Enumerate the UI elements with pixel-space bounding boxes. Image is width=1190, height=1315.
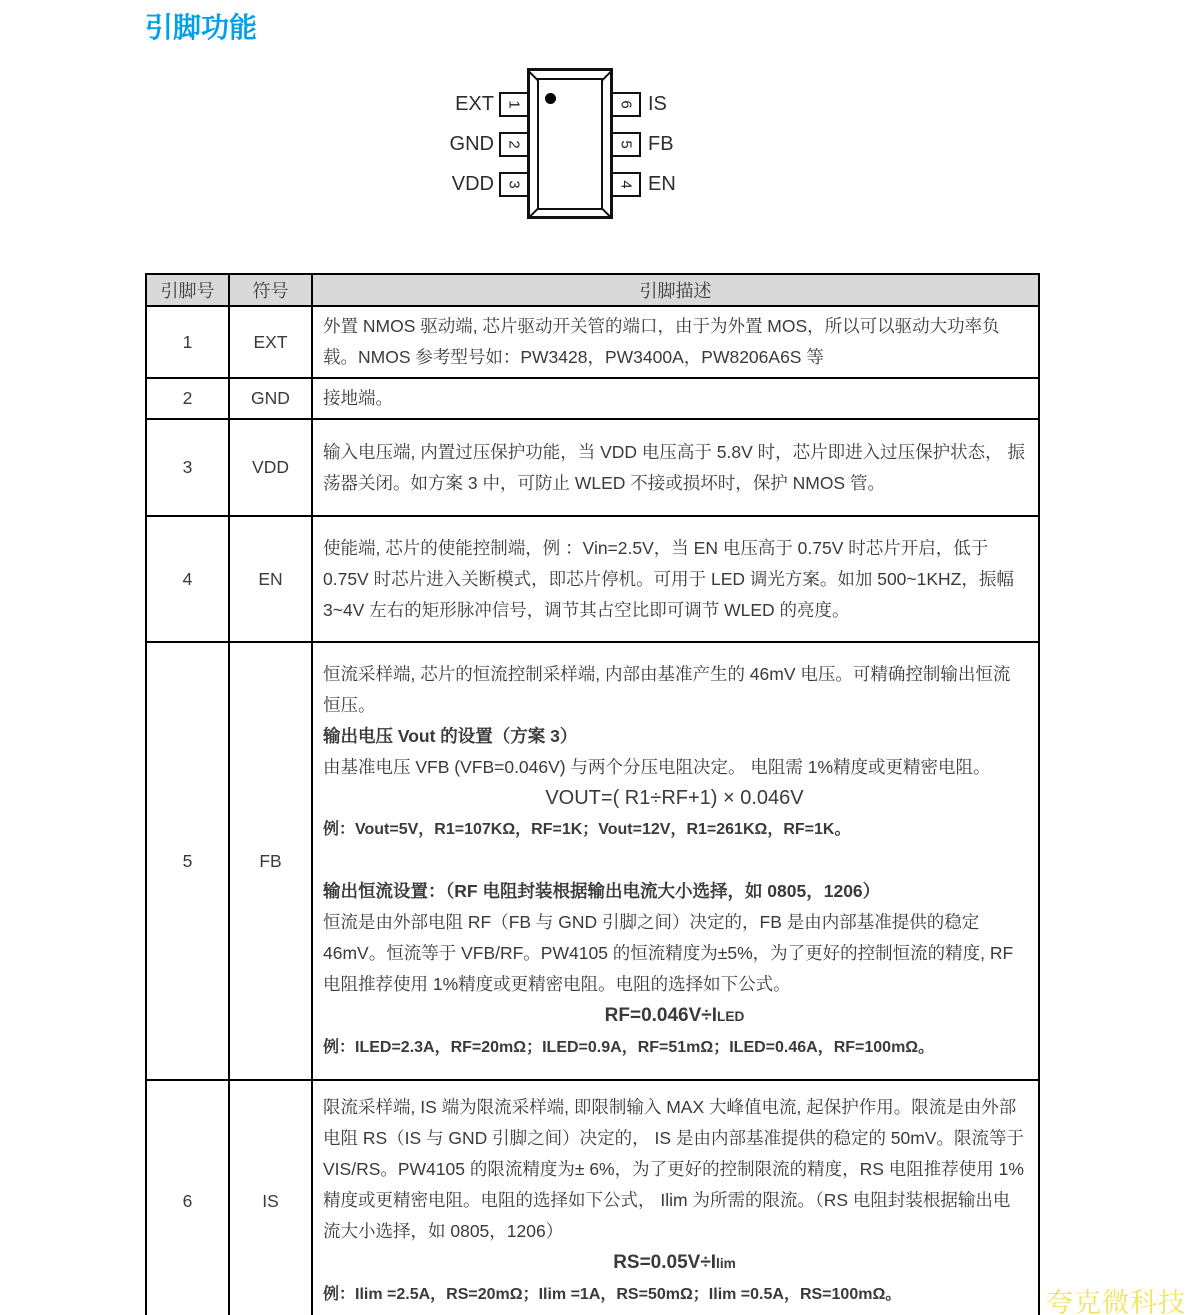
pin-box-gnd [499, 132, 529, 157]
table-row [146, 1080, 1039, 1315]
formula-line: VOUT=( R1÷RF+1) × 0.046V [545, 787, 804, 809]
pin-number-cell: 6 [146, 1080, 229, 1315]
description-paragraph: 例：Vout=5V，R1=107KΩ，RF=1K；Vout=12V，R1=261KΩ，RF=1K。 [323, 821, 851, 838]
pin-box-ext [499, 92, 529, 117]
pin-label-fb: FB [648, 133, 674, 155]
pin-symbol-cell: GND [229, 378, 312, 419]
pin-label-vdd: VDD [451, 173, 494, 195]
pin-number-cell: 3 [146, 419, 229, 516]
pin-box-en [611, 172, 641, 197]
pin-symbol-cell: IS [229, 1080, 312, 1315]
pin-number: 1 [505, 100, 523, 109]
pin-number: 3 [505, 180, 523, 189]
pin-number-cell: 5 [146, 642, 229, 1080]
watermark: 夸克微科技 [1046, 1288, 1186, 1315]
pin-description-cell [312, 419, 1039, 516]
table-row [146, 642, 1039, 1080]
pin-number: 6 [617, 100, 635, 109]
pin-description-cell [312, 378, 1039, 419]
table-header-cell: 引脚号 [146, 274, 229, 306]
description-paragraph: 由基准电压 VFB (VFB=0.046V) 与两个分压电阻决定。 电阻需 1%精度或更精密电阻。 [323, 757, 991, 777]
pin-label-ext: EXT [455, 93, 494, 115]
pin-number-cell: 1 [146, 306, 229, 378]
pin-box-is [611, 92, 641, 117]
pin-box-vdd [499, 172, 529, 197]
description-paragraph: 例：Ilim =2.5A，RS=20mΩ；Ilim =1A，RS=50mΩ；Ilim =0.5A，RS=100mΩ。 [323, 1286, 902, 1303]
pin-description-cell [312, 642, 1039, 1080]
pin-box-fb [611, 132, 641, 157]
pin-description-cell [312, 1080, 1039, 1315]
table-row [146, 516, 1039, 642]
pin-symbol-cell: EN [229, 516, 312, 642]
pin-label-gnd: GND [449, 133, 494, 155]
description-paragraph: 输出电压 Vout 的设置（方案 3） [323, 726, 578, 746]
formula-subscript: LED [717, 1009, 745, 1024]
pin-symbol-cell: FB [229, 642, 312, 1080]
pin-number-cell: 2 [146, 378, 229, 419]
pin-number-cell: 4 [146, 516, 229, 642]
description-paragraph: 接地端。 [323, 388, 393, 408]
formula-subscript: lim [716, 1256, 736, 1271]
description-paragraph: 例：ILED=2.3A，RF=20mΩ；ILED=0.9A，RF=51mΩ；ILED=0.46A，RF=100mΩ。 [323, 1039, 935, 1056]
pin-label-is: IS [648, 93, 667, 115]
table-row [146, 306, 1039, 378]
pin-number: 2 [505, 140, 523, 149]
description-paragraph: 恒流是由外部电阻 RF（FB 与 GND 引脚之间）决定的，FB 是由内部基准提供的稳定 46mV。恒流等于 VFB/RF。PW4105 的恒流精度为±5%，为了更好的控制恒流的精度, RF 电阻推荐使用 1%精度或更精密电阻。电阻的选择如下公式。 [323, 912, 1014, 994]
description-paragraph: 输出恒流设置：（RF 电阻封装根据输出电流大小选择，如 0805，1206） [323, 881, 881, 901]
pin-description-cell [312, 516, 1039, 642]
description-paragraph: 恒流采样端, 芯片的恒流控制采样端, 内部由基准产生的 46mV 电压。可精确控制输出恒流恒压。 [323, 664, 1011, 715]
formula-line: RS=0.05V÷Ilim [613, 1252, 736, 1273]
table-header-cell: 引脚描述 [312, 274, 1039, 306]
pin-symbol-cell: EXT [229, 306, 312, 378]
page-title: 引脚功能 [145, 12, 258, 43]
pin-symbol-cell: VDD [229, 419, 312, 516]
description-paragraph: 使能端, 芯片的使能控制端，例 ：Vin=2.5V，当 EN 电压高于 0.75V 时芯片开启，低于 0.75V 时芯片进入关断模式，即芯片停机。可用于 LED 调光方案。如加 500~1KHZ，振幅 3~4V 左右的矩形脉冲信号，调节其占空比即可调节 WLED 的亮度。 [323, 537, 1014, 620]
pin-number: 5 [617, 140, 635, 149]
pin-number: 4 [617, 180, 635, 189]
table-row [146, 419, 1039, 516]
pin1-marker-dot-icon [545, 93, 556, 104]
description-paragraph: 限流采样端, IS 端为限流采样端, 即限制输入 MAX 大峰值电流, 起保护作用。限流是由外部电阻 RS（IS 与 GND 引脚之间）决定的， IS 是由内部基准提供的稳定的 50mV。限流等于 VIS/RS。PW4105 的限流精度为± 6%，为了更好的控制限流的精度，RS 电阻推荐使用 1%精度或更精密电阻。电阻的选择如下公式， Ilim 为所需的限流。（RS 电阻封装根据输出电流大小选择，如 0805，1206） [323, 1097, 1025, 1241]
description-paragraph [323, 845, 1026, 876]
table-header-cell: 符号 [229, 274, 312, 306]
description-paragraph: 外置 NMOS 驱动端, 芯片驱动开关管的端口，由于为外置 MOS，所以可以驱动大功率负载。NMOS 参考型号如：PW3428，PW3400A，PW8206A6S 等 [323, 316, 1000, 367]
pin-label-en: EN [648, 173, 676, 195]
chip-pinout-diagram [440, 62, 740, 232]
pin-function-table [145, 273, 1040, 1315]
formula-line: RF=0.046V÷ILED [604, 1005, 745, 1026]
pin-description-cell [312, 306, 1039, 378]
table-header-row [146, 274, 1039, 306]
table-row [146, 378, 1039, 419]
description-paragraph: 输入电压端, 内置过压保护功能，当 VDD 电压高于 5.8V 时，芯片即进入过压保护状态， 振荡器关闭。如方案 3 中，可防止 WLED 不接或损坏时，保护 NMOS 管。 [323, 441, 1025, 493]
